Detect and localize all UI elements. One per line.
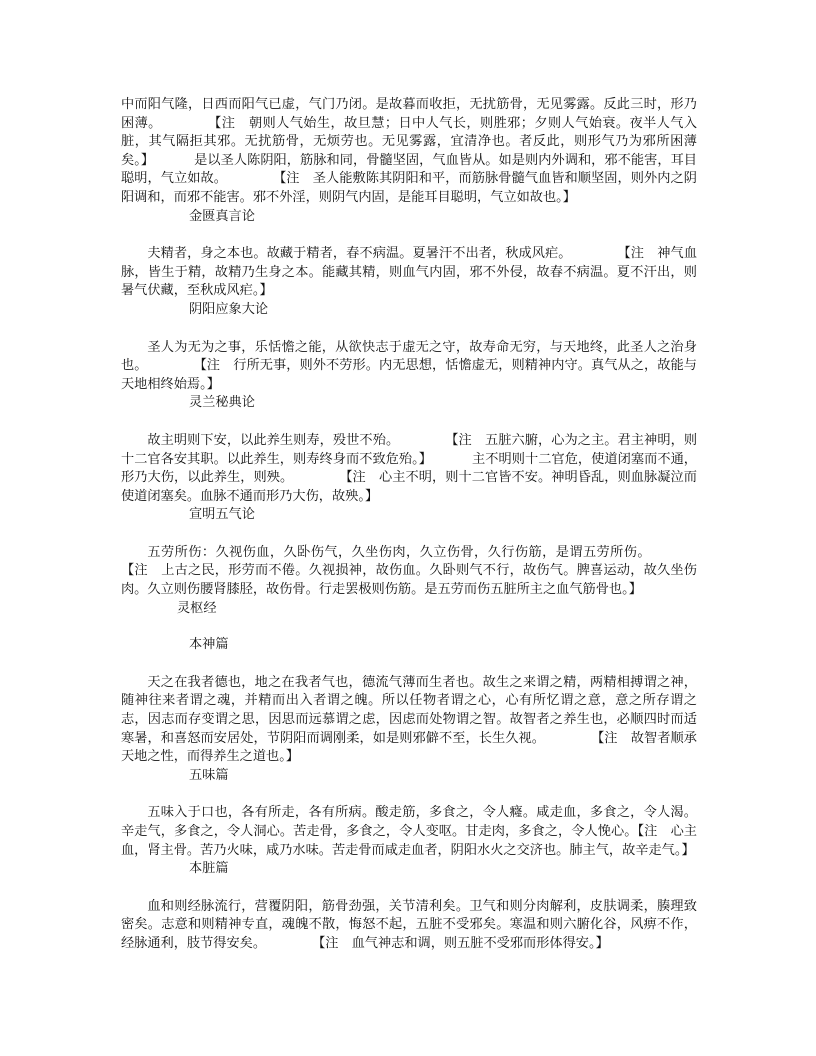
- section-paragraph-xuanming: [121, 544, 697, 600]
- section-heading-benshen: 本神篇: [189, 637, 229, 653]
- section-text: 圣人为无为之事，乐恬憺之能，从欲快志于虚无之守，故寿命无穷，与天地终，此圣人之治身也。: [121, 339, 697, 374]
- section-heading-jinkui: 金匮真言论: [189, 208, 255, 224]
- section-note: 【注 血气神志和调，则五脏不受邪而形体得安。】: [312, 935, 609, 951]
- section-note-2: 【注 心主不明，则十二官皆不安。神明昏乱，则血脉凝泣而使道闭塞矣。血脉不通而形乃大伤，故殃。】: [121, 470, 697, 504]
- section-text: 五劳所伤：久视伤血，久卧伤气，久坐伤肉，久立伤骨，久行伤筋，是谓五劳所伤。: [147, 544, 651, 560]
- section-paragraph-wuwei: [121, 804, 697, 860]
- section-text-2: 主不明则十二官危，使道闭塞而不通，形乃大伤，以此养生，则殃。: [121, 451, 697, 486]
- section-note: 【注 神气血脉，皆生于精，故精乃生身之本。能藏其精，则血气内固，邪不外侵，故春不病温。夏不汗出，则暑气伏藏，至秋成风疟。】: [121, 246, 698, 299]
- section-note: 【注 上古之民，形劳而不倦。久视损神，故伤血。久卧则气不行，故伤气。脾喜运动，故久坐伤肉。久立则伤腰肾膝胫，故伤骨。行走罢极则伤筋。是五劳而伤五脏所主之血气筋骨也。】: [121, 563, 697, 598]
- section-note: 【注 心主血，肾主骨。苦乃火味，咸乃水味。苦走骨而咸走血者，阴阳水火之交济也。肺主气，故辛走气。】: [121, 824, 697, 858]
- section-text: 夫精者，身之本也。故藏于精者，春不病温。夏暑汗不出者，秋成风疟。: [147, 246, 572, 262]
- section-paragraph-benshen: [121, 674, 697, 767]
- section-text: 天之在我者德也，地之在我者气也，德流气薄而生者也。故生之来谓之精，两精相搏谓之神，随神往来者谓之魂，并精而出入者谓之魄。所以任物者谓之心，心有所忆谓之意，意之所存谓之志，因志而存变谓之思，因思而远慕谓之虑，因虑而处物谓之智。故智者之养生也，必顺四时而适寒暑，和喜怒而安居处，节阴阳而调刚柔，如是则邪僻不至，长生久视。: [121, 674, 697, 746]
- intro-text-a: 中而阳气隆，日西而阳气已虚，气门乃闭。是故暮而收拒，无扰筋骨，无见雾露。反此三时，形乃困薄。: [121, 97, 697, 131]
- document-page: [121, 96, 697, 954]
- section-paragraph-yinyang: [121, 339, 697, 395]
- section-note: 【注 行所无事，则外不劳形。内无思想，恬憺虚无，则精神内守。真气从之，故能与天地相终始焉。】: [121, 358, 697, 392]
- section-text: 血和则经脉流行，营覆阴阳，筋骨劲强，关节清利矣。卫气和则分肉解利，皮肤调柔，腠理致密矣。志意和则精神专直，魂魄不散，悔怒不起，五脏不受邪矣。寒温和则六腑化谷，风痹不作，经脉通利，肢节得安矣。: [121, 898, 697, 951]
- section-heading-xuanming: 宣明五气论: [189, 507, 255, 523]
- section-paragraph-linglan: [121, 432, 697, 506]
- section-heading-linglan: 灵兰秘典论: [189, 395, 255, 411]
- section-heading-wuwei: 五味篇: [189, 767, 229, 783]
- section-heading-benzang: 本脏篇: [189, 861, 229, 877]
- intro-note-b: 【注 圣人能敷陈其阴阳和平，而筋脉骨髓气血皆和顺坚固，则外内之阴阳调和，而邪不能害。邪不外淫，则阴气内固，是能耳目聪明，气立如故也。】: [121, 171, 697, 205]
- section-text: 故主明则下安，以此养生则寿，殁世不殆。: [147, 432, 400, 448]
- section-note: 【注 故智者顺承天地之性，而得养生之道也。】: [121, 730, 697, 765]
- section-paragraph-jinkui: [121, 245, 697, 301]
- intro-note-a: 【注 朝则人气始生，故旦慧；日中人气长，则胜邪；夕则人气始衰。夜半人气入脏，其气隔拒其邪。无扰筋骨，无烦劳也。无见雾露，宜清净也。者反此，则形气乃为邪所困薄矣。】: [121, 115, 698, 168]
- book-heading-lingshu: 灵枢经: [177, 600, 217, 616]
- intro-text-b: 是以圣人陈阴阳，筋脉和同，骨髓坚固，气血皆从。如是则内外调和，邪不能害，耳目聪明，气立如故。: [121, 152, 697, 187]
- section-heading-yinyang: 阴阳应象大论: [189, 301, 269, 317]
- section-paragraph-benzang: [121, 898, 697, 954]
- section-note: 【注 五脏六腑，心为之主。君主神明，则十二官各安其职。以此养生，则寿终身而不致危殆。】: [121, 432, 698, 467]
- intro-paragraph: [121, 96, 697, 208]
- section-text: 五味入于口也，各有所走，各有所病。酸走筋，多食之，令人癃。咸走血，多食之，令人渴。辛走气，多食之，令人洞心。苦走骨，多食之，令人变呕。甘走肉，多食之，令人悗心。: [121, 805, 697, 839]
